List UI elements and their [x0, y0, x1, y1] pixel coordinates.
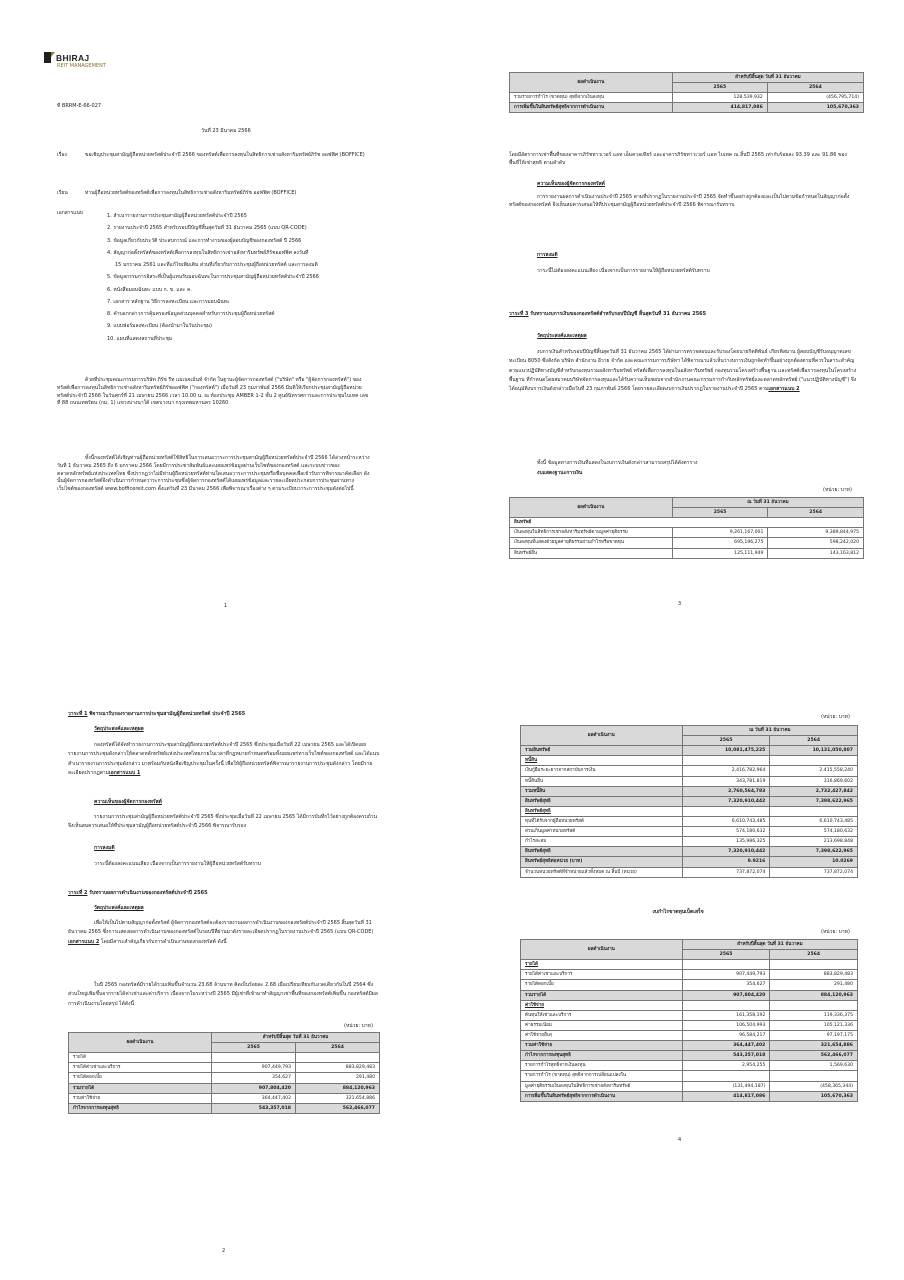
- row-value: [770, 960, 858, 970]
- reference-number: ที่ BRRM-E-66-027: [57, 103, 102, 109]
- row-value: 364,447,402: [212, 1093, 296, 1103]
- table-row: [521, 1010, 858, 1020]
- row-label: การเพิ่มขึ้นในสินทรัพย์สุทธิจากการดำเนินงาน: [510, 103, 673, 113]
- row-value: 135,986,325: [682, 837, 770, 847]
- objective-text: งบการเงินสำหรับรอบปีบัญชีสิ้นสุดวันที่ 31 ธันวาคม 2565 ได้ผ่านการตรวจสอบและรับรองโดยนายกิตติพันธ์ เกียรติสมาน ผู้สอบบัญชีรับอนุญาตเลขทะเบียน 8050 ซึ่งสังกัด บริษัท สำนักงาน อีวาย จำกัด และคณะกรรมการบริษัทฯ ได้พิจารณาแล้วเห็นว่างบการเงินถูกจัดทำขึ้นอย่างถูกต้องตามที่ควรในสาระสำคัญตามแนวปฏิบัติทางบัญชีสำหรับกองทุนรวมอสังหาริมทรัพย์ ทรัสต์เพื่อการลงทุนในอสังหาริมทรัพย์ กองทุนรวมโครงสร้างพื้นฐาน และทรัสต์เพื่อการลงทุนในโครงสร้างพื้นฐาน ที่กำหนดโดยสมาคมบริษัทจัดการลงทุนและได้รับความเห็นชอบจากสำนักงานคณะกรรมการกำกับหลักทรัพย์และตลาดหลักทรัพย์ ("แนวปฏิบัติทางบัญชี") จึงได้อนุมัติงบการเงินดังกล่าวเมื่อวันที่ 23 กุมภาพันธ์ 2566 โดยรายละเอียดงบการเงินปรากฏในรายงานประจำปี 2565 ตามเอกสารแนบ 2: [509, 349, 857, 392]
- row-label: รวมหนี้สิน: [521, 786, 683, 796]
- row-value: 7,320,910,442: [682, 847, 770, 857]
- row-value: 9.9216: [682, 857, 770, 867]
- row-label: รวมรายได้: [521, 990, 683, 1000]
- row-value: 10,081,475,225: [682, 746, 770, 756]
- summary-text: ทั้งนี้ ข้อมูลทางการเงินที่แสดงในงบการเงินดังกล่าวสามารถสรุปได้ดังตาราง: [537, 460, 698, 466]
- row-label: การเพิ่มขึ้นในสินทรัพย์สุทธิจากการดำเนินงาน: [521, 1091, 683, 1101]
- table-row: [521, 816, 858, 826]
- row-value: [682, 1071, 770, 1081]
- agenda-3-heading: วาระที่ 3 รับทราบงบการเงินของกองทรัสต์สำหรับรอบปีบัญชี สิ้นสุดวันที่ 31 ธันวาคม 2565: [509, 311, 707, 317]
- row-value: 105,670,363: [770, 1091, 858, 1101]
- page-number: 2: [222, 1248, 226, 1254]
- table-row: [521, 1000, 858, 1010]
- enclosure-list: เอกสารแนบ 1. สำเนารายงานการประชุมสามัญผู้ถือหน่วยทรัสต์ประจำปี 2565 2. รายงานประจำปี 2565 สำหรับรอบปีบัญชีสิ้นสุดวันที่ 31 ธันวาคม 2565 (แบบ QR-CODE) 3. ข้อมูลเกี่ยวกับประวัติ ประสบการณ์ และการทำงานของผู้สอบบัญชีของกองทรัสต์ ปี 2566 4. สัญญาก่อตั้งทรัสต์ของทรัสต์เพื่อการลงทุนในสิทธิการเช่าอสังหาริมทรัพย์ภิรัชออฟฟิศ ลงวันที่ 15 มกราคม 2561 และที่แก้ไขเพิ่มเติม ส่วนที่เกี่ยวกับการประชุมผู้ถือหน่วยทรัสต์ และการลงมติ 5. ข้อมูลกรรมการอิสระที่เป็นผู้แทนรับมอบฉันทะในการประชุมสามัญผู้ถือหน่วยทรัสต์ประจำปี 2566 6. หนังสือมอบฉันทะ แบบ ก. ข. และ ค. 7. เอกสาร หลักฐาน วิธีการลงทะเบียน และการมอบฉันทะ 8. คำบอกกล่าวการคุ้มครองข้อมูลส่วนบุคคลสำหรับการประชุมผู้ถือหน่วยทรัสต์ 9. แบบฟอร์มลงทะเบียน (ต้องนำมาในวันประชุม) 10. แผนที่แสดงสถานที่ประชุม: [57, 210, 375, 345]
- objective-text: กองทรัสต์ได้จัดทำรายงานการประชุมสามัญผู้ถือหน่วยทรัสต์ประจำปี 2565 ซึ่งประชุมเมื่อวันที่ 22 เมษายน 2565 และได้เปิดเผยรายงานการประชุมดังกล่าวให้ตลาดหลักทรัพย์แห่งประเทศไทยภายในเวลาที่กฎหมายกำหนดพร้อมทั้งเผยแพร่ทางเว็บไซต์ของกองทรัสต์ และได้แนบสำเนารายงานการประชุมดังกล่าว มาพร้อมกับหนังสือเชิญประชุมในครั้งนี้ เพื่อให้ผู้ถือหน่วยทรัสต์พิจารณารายงานการประชุมดังกล่าว โดยมีรายละเอียดปรากฏตามเอกสารแนบ 1: [68, 742, 380, 776]
- page-number: 3: [678, 601, 682, 607]
- opinion-text: รายงานการประชุมสามัญผู้ถือหน่วยทรัสต์ประจำปี 2565 ซึ่งประชุมเมื่อวันที่ 22 เมษายน 2565 ได้มีการบันทึกไว้อย่างถูกต้องครบถ้วน จึงเห็นสมควรเสนอให้ที่ประชุมสามัญผู้ถือหน่วยทรัสต์ประจำปี 2566 พิจารณารับรอง: [68, 814, 378, 830]
- row-value: 10,131,050,807: [770, 746, 858, 756]
- row-label: รายได้ค่าเช่าและบริการ: [69, 1063, 212, 1073]
- table-row: [521, 847, 858, 857]
- row-label: เงินลงทุนในสิทธิการเช่าอสังหาริมทรัพย์ตามมูลค่ายุติธรรม: [510, 528, 673, 538]
- table-row: [521, 1041, 858, 1051]
- row-value: 543,357,018: [682, 1051, 770, 1061]
- row-value: 884,120,963: [770, 990, 858, 1000]
- enclosure-item: 7. เอกสาร หลักฐาน วิธีการลงทะเบียน และการมอบฉันทะ: [107, 298, 230, 305]
- page-4: [452, 640, 904, 1280]
- row-value: 883,829,483: [296, 1063, 380, 1073]
- table-row: [521, 756, 858, 766]
- row-label: หนี้สินอื่น: [521, 776, 683, 786]
- table-row: [521, 1081, 858, 1091]
- row-value: 414,817,086: [682, 1091, 770, 1101]
- row-value: 907,449,793: [682, 970, 770, 980]
- row-value: 2,954,255: [682, 1061, 770, 1071]
- row-value: 291,480: [770, 980, 858, 990]
- agenda-1-heading: วาระที่ 1 พิจารณารับรองรายงานการประชุมสามัญผู้ถือหน่วยทรัสต์ ประจำปี 2565: [68, 711, 246, 717]
- table-row: [521, 1030, 858, 1040]
- page-3: [452, 0, 904, 640]
- income-statement-table: ผลดำเนินงาน สำหรับปีสิ้นสุด วันที่ 31 ธันวาคม 2565 2564 รายได้ รายได้ค่าเช่าและบริการ 907,449,793 883,829,483 รายได้ดอกเบี้ย 354,627 291,480 รวมรายได้ 907,804,420 884,120,963 ค่าใช้จ่าย ต้นทุนให้เช่าและบริการ 161,358,192 119,336,375 ค่าธรรมเนียม 106,504,993 105,121,336 ค่าใช้จ่ายอื่นๆ 96,584,217 97,197,175 รวมค่าใช้จ่าย 364,447,402 321,654,886 กำไรจากการลงทุนสุทธิ 543,357,018 562,466,077 รายการกำไรสุทธิจากเงินลงทุน 2,954,255 1,569,630 รายการกำไร (ขาดทุน) สุทธิจากการเปลี่ยนแปลงใน มูลค่ายุติธรรมเงินลงทุนในสิทธิการเช่าอสังหาริมทรัพย์ (131,494,187) (458,365,344) การเพิ่มขึ้นในสินทรัพย์สุทธิจากการดำเนินงาน 414,817,086 105,670,363: [520, 939, 858, 1102]
- table-row: [521, 970, 858, 980]
- row-value: 7,398,622,965: [770, 847, 858, 857]
- enclosure-item: 4. สัญญาก่อตั้งทรัสต์ของทรัสต์เพื่อการลงทุนในสิทธิการเช่าอสังหาริมทรัพย์ภิรัชออฟฟิศ ลงวันที่: [107, 249, 309, 256]
- enclosure-item: 2. รายงานประจำปี 2565 สำหรับรอบปีบัญชีสิ้นสุดวันที่ 31 ธันวาคม 2565 (แบบ QR-CODE): [107, 225, 307, 232]
- row-value: 884,120,963: [296, 1083, 380, 1093]
- row-value: 907,804,420: [682, 990, 770, 1000]
- row-value: 2,415,558,240: [770, 766, 858, 776]
- row-value: 543,357,018: [212, 1103, 296, 1113]
- row-value: 414,817,086: [672, 103, 767, 113]
- row-value: 321,654,886: [296, 1093, 380, 1103]
- row-value: [682, 960, 770, 970]
- income-statement-title: งบกำไรขาดทุนเบ็ดเสร็จ: [652, 909, 704, 915]
- row-value: 6,610,743,485: [770, 816, 858, 826]
- table-row: [510, 103, 864, 113]
- table-row: [521, 806, 858, 816]
- row-label: สินทรัพย์สุทธิ: [521, 796, 683, 806]
- row-value: 2,760,564,783: [682, 786, 770, 796]
- row-label: เงินกู้ยืมระยะยาวจากสถาบันการเงิน: [521, 766, 683, 776]
- objective-heading-2: วัตถุประสงค์และเหตุผล: [94, 905, 144, 911]
- row-label: หนี้สิน: [521, 756, 683, 766]
- objective-heading: วัตถุประสงค์และเหตุผล: [537, 333, 587, 339]
- row-label: จำนวนหน่วยทรัสต์ที่จำหน่ายแล้วทั้งหมด ณ สิ้นปี (หน่วย): [521, 867, 683, 877]
- unit-note: (หน่วย: บาท): [821, 714, 850, 720]
- row-value: 737,872,074: [770, 867, 858, 877]
- row-label: ค่าใช้จ่ายอื่นๆ: [521, 1030, 683, 1040]
- row-value: [212, 1053, 296, 1063]
- row-value: 128,539,932: [672, 93, 767, 103]
- table-row: [521, 990, 858, 1000]
- letter-date: วันที่ 23 มีนาคม 2566: [201, 128, 251, 134]
- row-value: 119,336,375: [770, 1010, 858, 1020]
- enclosure-item: 1. สำเนารายงานการประชุมสามัญผู้ถือหน่วยทรัสต์ประจำปี 2565: [107, 213, 247, 219]
- balance-sheet-title: งบแสดงฐานะการเงิน: [537, 470, 583, 476]
- row-label: รายได้ดอกเบี้ย: [521, 980, 683, 990]
- row-label: รายได้: [69, 1053, 212, 1063]
- row-label: สินทรัพย์สุทธิต่อหน่วย (บาท): [521, 857, 683, 867]
- row-label: เงินลงทุนที่แสดงด้วยมูลค่ายุติธรรมผ่านกำไรหรือขาดทุน: [510, 538, 673, 548]
- row-value: 105,670,363: [767, 103, 863, 113]
- row-label: รายได้ค่าเช่าและบริการ: [521, 970, 683, 980]
- table-row: [69, 1103, 380, 1113]
- table-row: [69, 1063, 380, 1073]
- table-row: [521, 867, 858, 877]
- revenue-paragraph: ในปี 2565 กองทรัสต์มีรายได้รวมเพิ่มขึ้นจำนวน 23.68 ล้านบาท คิดเป็นร้อยละ 2.68 เมื่อเปรียบเทียบกับงวดเดียวกันในปี 2564 ซึ่งส่วนใหญ่เพิ่มขึ้นจากรายได้ค่าเช่าและค่าบริการ เนื่องจากในระหว่างปี 2565 มีผู้เช่าที่เข้ามาทำสัญญาเช่าพื้นที่ของกองทรัสต์เพิ่มขึ้น กองทรัสต์มีผลการดำเนินงานโดยสรุป ได้ดังนี้: [68, 982, 378, 1007]
- page-number: 4: [678, 1137, 682, 1143]
- row-label: รวมค่าใช้จ่าย: [69, 1093, 212, 1103]
- row-label: รวมสินทรัพย์: [521, 746, 683, 756]
- enclosure-item: 8. คำบอกกล่าวการคุ้มครองข้อมูลส่วนบุคคลสำหรับการประชุมผู้ถือหน่วยทรัสต์: [107, 311, 275, 317]
- row-value: 574,180,632: [770, 827, 858, 837]
- opinion-heading: ความเห็นของผู้จัดการกองทรัสต์: [537, 181, 605, 187]
- unit-note: (หน่วย: บาท): [344, 1023, 373, 1029]
- table-row: [521, 776, 858, 786]
- enclosure-item: 5. ข้อมูลกรรมการอิสระที่เป็นผู้แทนรับมอบฉันทะในการประชุมสามัญผู้ถือหน่วยทรัสต์ประจำปี 2566: [107, 274, 319, 281]
- row-label: รายได้ดอกเบี้ย: [69, 1073, 212, 1083]
- row-value: [682, 806, 770, 816]
- row-value: [682, 1000, 770, 1010]
- page-2: [0, 640, 452, 1280]
- row-value: [296, 1053, 380, 1063]
- agenda-2-heading: วาระที่ 2 รับทราบผลการดำเนินงานของกองทรัสต์ประจำปี 2565: [68, 890, 208, 896]
- enclosure-item: 3. ข้อมูลเกี่ยวกับประวัติ ประสบการณ์ และการทำงานของผู้สอบบัญชีของกองทรัสต์ ปี 2566: [107, 237, 302, 244]
- table-row: [521, 1061, 858, 1071]
- row-value: (458,365,344): [770, 1081, 858, 1091]
- row-value: 737,872,074: [682, 867, 770, 877]
- objective-text-2: เพื่อให้เป็นไปตามสัญญาก่อตั้งทรัสต์ ผู้จัดการกองทรัสต์จะต้องรายงานผลการดำเนินงานของกองทรัสต์ประจำปี 2565 สิ้นสุดวันที่ 31 ธันวาคม 2565 ซึ่งการแสดงผลการดำเนินงานของกองทรัสต์ในรอบปีที่ผ่านมาดังรายละเอียดปรากฏในรายงานประจำปี 2565 (แบบ QR-CODE) เอกสารแนบ 2 โดยมีสาระสำคัญเกี่ยวกับการดำเนินงานของกองทรัสต์ ดังนี้: [68, 920, 374, 945]
- addressee-block: เรียน ท่านผู้ถือหน่วยทรัสต์ของทรัสต์เพื่อการลงทุนในสิทธิการเช่าอสังหาริมทรัพย์ภิรัช ออฟฟิศ (BOFFICE): [57, 190, 297, 196]
- table-row: [521, 857, 858, 867]
- row-value: 562,466,077: [770, 1051, 858, 1061]
- table-row: [521, 786, 858, 796]
- table-row: [521, 827, 858, 837]
- row-value: 105,121,336: [770, 1020, 858, 1030]
- table-row: [510, 528, 864, 538]
- row-value: 2,416,782,964: [682, 766, 770, 776]
- row-label: รายการกำไรสุทธิจากเงินลงทุน: [521, 1061, 683, 1071]
- row-value: [770, 806, 858, 816]
- enclosure-item: 6. หนังสือมอบฉันทะ แบบ ก. ข. และ ค.: [107, 286, 192, 293]
- row-value: 7,320,910,442: [682, 796, 770, 806]
- row-label: สินทรัพย์สุทธิ: [521, 806, 683, 816]
- row-value: (456,795,714): [767, 93, 863, 103]
- row-label: ต้นทุนให้เช่าและบริการ: [521, 1010, 683, 1020]
- page-1: [0, 0, 452, 640]
- row-label: รวมค่าใช้จ่าย: [521, 1041, 683, 1051]
- row-value: 291,480: [296, 1073, 380, 1083]
- table-row: [521, 746, 858, 756]
- table-row: [69, 1083, 380, 1093]
- subject-block: เรื่อง ขอเชิญประชุมสามัญผู้ถือหน่วยทรัสต์ประจำปี 2566 ของทรัสต์เพื่อการลงทุนในสิทธิการเช่าอสังหาริมทรัพย์ภิรัช ออฟฟิศ (BOFFICE): [57, 152, 365, 158]
- vote-text: วาระนี้ไม่ต้องลงคะแนนเสียง เนื่องจากเป็นการรายงานให้ผู้ถือหน่วยทรัสต์รับทราบ: [537, 268, 710, 274]
- row-value: 9,261,167,001: [672, 528, 768, 538]
- table-row: [69, 1073, 380, 1083]
- row-label: ทุนที่ได้รับจากผู้ถือหน่วยทรัสต์: [521, 816, 683, 826]
- opinion-text: การรายงานผลการดำเนินงานประจำปี 2565 ตามที่ปรากฏในรายงานประจำปี 2565 จัดทำขึ้นอย่างถูกต้องและเป็นไปตามข้อกำหนดในสัญญาก่อตั้งทรัสต์ของกองทรัสต์ จึงเห็นสมควรเสนอให้ที่ประชุมสามัญผู้ถือหน่วยทรัสต์ประจำปี 2566 พิจารณารับทราบ: [509, 194, 850, 208]
- vote-text: วาระนี้ต้องลงคะแนนเสียง เนื่องจากเป็นการรายงานให้ผู้ถือหน่วยทรัสต์รับทราบ: [94, 861, 261, 867]
- performance-table: ผลดำเนินงาน สำหรับปีสิ้นสุด วันที่ 31 ธันวาคม 2565 2564 รายได้ รายได้ค่าเช่าและบริการ 907,449,793 883,829,483 รายได้ดอกเบี้ย 354,627 291,480 รวมรายได้ 907,804,420 884,120,963 รวมค่าใช้จ่าย 364,447,402 321,654,886 กำไรจากการลงทุนสุทธิ 543,357,018 562,466,077: [68, 1032, 380, 1114]
- row-value: [770, 756, 858, 766]
- row-value: 321,654,886: [770, 1041, 858, 1051]
- table-row: [521, 960, 858, 970]
- vote-heading: การลงมติ: [537, 252, 558, 258]
- table-row: [521, 1071, 858, 1081]
- objective-heading: วัตถุประสงค์และเหตุผล: [94, 726, 144, 732]
- table-row: [521, 1020, 858, 1030]
- row-label: มูลค่ายุติธรรมเงินลงทุนในสิทธิการเช่าอสังหาริมทรัพย์: [521, 1081, 683, 1091]
- row-value: 907,449,793: [212, 1063, 296, 1073]
- table-row: [69, 1053, 380, 1063]
- table-row: [521, 980, 858, 990]
- row-label: รายได้: [521, 960, 683, 970]
- row-value: 562,466,077: [296, 1103, 380, 1113]
- table-row: [510, 548, 864, 558]
- row-value: 97,197,175: [770, 1030, 858, 1040]
- table-row: [521, 837, 858, 847]
- row-label: กำไรจากการลงทุนสุทธิ: [521, 1051, 683, 1061]
- row-value: 343,781,819: [682, 776, 770, 786]
- row-label: ส่วนเกินมูลค่าหน่วยทรัสต์: [521, 827, 683, 837]
- table-row: [510, 538, 864, 548]
- row-value: 7,398,622,965: [770, 796, 858, 806]
- row-value: 96,584,217: [682, 1030, 770, 1040]
- opinion-heading: ความเห็นของผู้จัดการกองทรัสต์: [94, 799, 162, 805]
- table-row: [521, 796, 858, 806]
- agenda-paragraph: ทั้งนี้กองทรัสต์ได้เชิญท่านผู้ถือหน่วยทรัสต์ใช้สิทธิในการเสนอวาระการประชุมสามัญผู้ถือหน่วยทรัสต์ประจำปี 2566 ได้ล่วงหน้าระหว่างวันที่ 1 ธันวาคม 2565 ถึง 6 มกราคม 2566 โดยมีการประชาสัมพันธ์และเผยแพร่ข้อมูลผ่านเว็บไซต์ของกองทรัสต์ และระบบข่าวของตลาดหลักทรัพย์แห่งประเทศไทย ซึ่งปรากฏว่าไม่มีท่านผู้ถือหน่วยทรัสต์ท่านใดเสนอวาระการประชุมหรือชื่อบุคคลเพื่อเข้ารับการพิจารณาคัดเลือก ดังนั้นผู้จัดการกองทรัสต์จึงดำเนินการกำหนดวาระการประชุมซึ่งผู้จัดการกองทรัสต์ได้เผยแพร่ข้อมูลและรายละเอียดประกอบการประชุมผ่านทางเว็บไซต์ของกองทรัสต์ www.bofficereit.com ตั้งแต่วันที่ 23 มีนาคม 2566 เพื่อพิจารณาเรื่องต่าง ๆ ตามระเบียบวาระการประชุมดังต่อไปนี้: [57, 455, 370, 492]
- bhiraj-logo: BHIRAJ REIT MANAGEMENT: [44, 52, 106, 71]
- performance-table: ผลดำเนินงาน สำหรับปีสิ้นสุด วันที่ 31 ธันวาคม 2565 2564 รวมรายการกำไร (ขาดทุน) สุทธิจากเงินลงทุน 128,539,932 (456,795,714) การเพิ่มขึ้นในสินทรัพย์สุทธิจากการดำเนินงาน 414,817,086 105,670,363: [509, 72, 864, 113]
- row-label: สินทรัพย์อื่น: [510, 548, 673, 558]
- row-label: กำไรสะสม: [521, 837, 683, 847]
- balance-sheet-table-cont: ผลดำเนินงาน ณ วันที่ 31 ธันวาคม 2565 2564 รวมสินทรัพย์ 10,081,475,225 10,131,050,807 หนี้สิน เงินกู้ยืมระยะยาวจากสถาบันการเงิน 2,416,782,964 2,415,558,240 หนี้สินอื่น 343,781,819 316,869,602 รวมหนี้สิน 2,760,564,783 2,732,427,842 สินทรัพย์สุทธิ 7,320,910,442 7,398,622,965 สินทรัพย์สุทธิ ทุนที่ได้รับจากผู้ถือหน่วยทรัสต์ 6,610,743,485 6,610,743,485 ส่วนเกินมูลค่าหน่วยทรัสต์ 574,180,632 574,180,632 กำไรสะสม 135,986,325 213,698,848 สินทรัพย์สุทธิ 7,320,910,442 7,398,622,965 สินทรัพย์สุทธิต่อหน่วย (บาท) 9.9216 10.0269 จำนวนหน่วยทรัสต์ที่จำหน่ายแล้วทั้งหมด ณ สิ้นปี (หน่วย) 737,872,074 737,872,074: [520, 725, 858, 878]
- unit-note-2: (หน่วย: บาท): [821, 929, 850, 935]
- row-label: รวมรายการกำไร (ขาดทุน) สุทธิจากเงินลงทุน: [510, 93, 673, 103]
- row-value: [770, 1071, 858, 1081]
- row-value: 907,804,420: [212, 1083, 296, 1093]
- enclosure-item: 9. แบบฟอร์มลงทะเบียน (ต้องนำมาในวันประชุม): [107, 323, 213, 330]
- row-value: 2,732,427,842: [770, 786, 858, 796]
- row-value: 213,698,848: [770, 837, 858, 847]
- row-value: 354,627: [682, 980, 770, 990]
- row-value: 364,447,402: [682, 1041, 770, 1051]
- unit-note: (หน่วย: บาท): [823, 487, 852, 493]
- table-row: [521, 1051, 858, 1061]
- row-value: 695,196,275: [672, 538, 768, 548]
- row-value: 10.0269: [770, 857, 858, 867]
- row-value: 1,569,630: [770, 1061, 858, 1071]
- row-value: 106,504,993: [682, 1020, 770, 1030]
- row-label: ค่าใช้จ่าย: [521, 1000, 683, 1010]
- row-value: 598,242,020: [768, 538, 864, 548]
- row-value: 6,610,743,485: [682, 816, 770, 826]
- intro-paragraph: ด้วยที่ประชุมคณะกรรมการบริษัท ภิรัช รีท แมเนจเม้นท์ จำกัด ในฐานะผู้จัดการกองทรัสต์ ("บริษัท" หรือ "ผู้จัดการกองทรัสต์") ของทรัสต์เพื่อการลงทุนในสิทธิการเช่าอสังหาริมทรัพย์ภิรัชออฟฟิศ ("กองทรัสต์") เมื่อวันที่ 23 กุมภาพันธ์ 2566 มีมติให้เรียกประชุมสามัญผู้ถือหน่วยทรัสต์ประจำปี 2566 ในวันศุกร์ที่ 21 เมษายน 2566 เวลา 10.00 น. ณ ห้องประชุม AMBER 1-2 ชั้น 2 ศูนย์นิทรรศการและการประชุมไบเทค เลขที่ 88 ถนนเทพรัตน (กม. 1) แขวงบางนาใต้ เขตบางนา กรุงเทพมหานคร 10260: [57, 377, 369, 407]
- row-label: ค่าธรรมเนียม: [521, 1020, 683, 1030]
- enclosure-item: 10. แผนที่แสดงสถานที่ประชุม: [107, 335, 173, 342]
- table-row: [510, 93, 864, 103]
- row-label: สินทรัพย์สุทธิ: [521, 847, 683, 857]
- table-row: [521, 766, 858, 776]
- row-value: 161,358,192: [682, 1010, 770, 1020]
- row-value: 354,627: [212, 1073, 296, 1083]
- row-value: [682, 756, 770, 766]
- row-label: กำไรจากการลงทุนสุทธิ: [69, 1103, 212, 1113]
- row-label: รายการกำไร (ขาดทุน) สุทธิจากการเปลี่ยนแปลงใน: [521, 1071, 683, 1081]
- row-value: (131,494,187): [682, 1081, 770, 1091]
- row-value: 125,111,949: [672, 548, 768, 558]
- row-value: 143,163,812: [768, 548, 864, 558]
- table-row: [69, 1093, 380, 1103]
- enclosure-item: 15 มกราคม 2561 และที่แก้ไขเพิ่มเติม ส่วนที่เกี่ยวกับการประชุมผู้ถือหน่วยทรัสต์ และการลงมติ: [115, 262, 318, 268]
- row-value: [770, 1000, 858, 1010]
- row-label: รวมรายได้: [69, 1083, 212, 1093]
- page-number: 1: [224, 603, 228, 609]
- table-row: [521, 1091, 858, 1101]
- row-value: 316,869,602: [770, 776, 858, 786]
- logo-mark-icon: [44, 52, 51, 63]
- occupancy-note: โดยมีอัตราการเช่าพื้นที่ของอาคารภิรัชทาวเวอร์ แอท เอ็มควอเทียร์ และอาคารภิรัชทาวเวอร์ แอท ไบเทค ณ สิ้นปี 2565 เท่ากับร้อยละ 93.39 และ 91.86 ของพื้นที่ให้เช่าสุทธิ ตามลำดับ: [509, 152, 847, 166]
- balance-sheet-table: ผลดำเนินงาน ณ วันที่ 31 ธันวาคม 2565 2564 สินทรัพย์ เงินลงทุนในสิทธิการเช่าอสังหาริมทรัพย์ตามมูลค่ายุติธรรม 9,261,167,001 9,389,844,975 เงินลงทุนที่แสดงด้วยมูลค่ายุติธรรมผ่านกำไรหรือขาดทุน 695,196,275 598,242,020 สินทรัพย์อื่น 125,111,949 143,163,812: [509, 497, 864, 559]
- row-value: 883,829,483: [770, 970, 858, 980]
- row-value: 9,389,844,975: [768, 528, 864, 538]
- row-value: 574,180,632: [682, 827, 770, 837]
- vote-heading: การลงมติ: [94, 845, 115, 851]
